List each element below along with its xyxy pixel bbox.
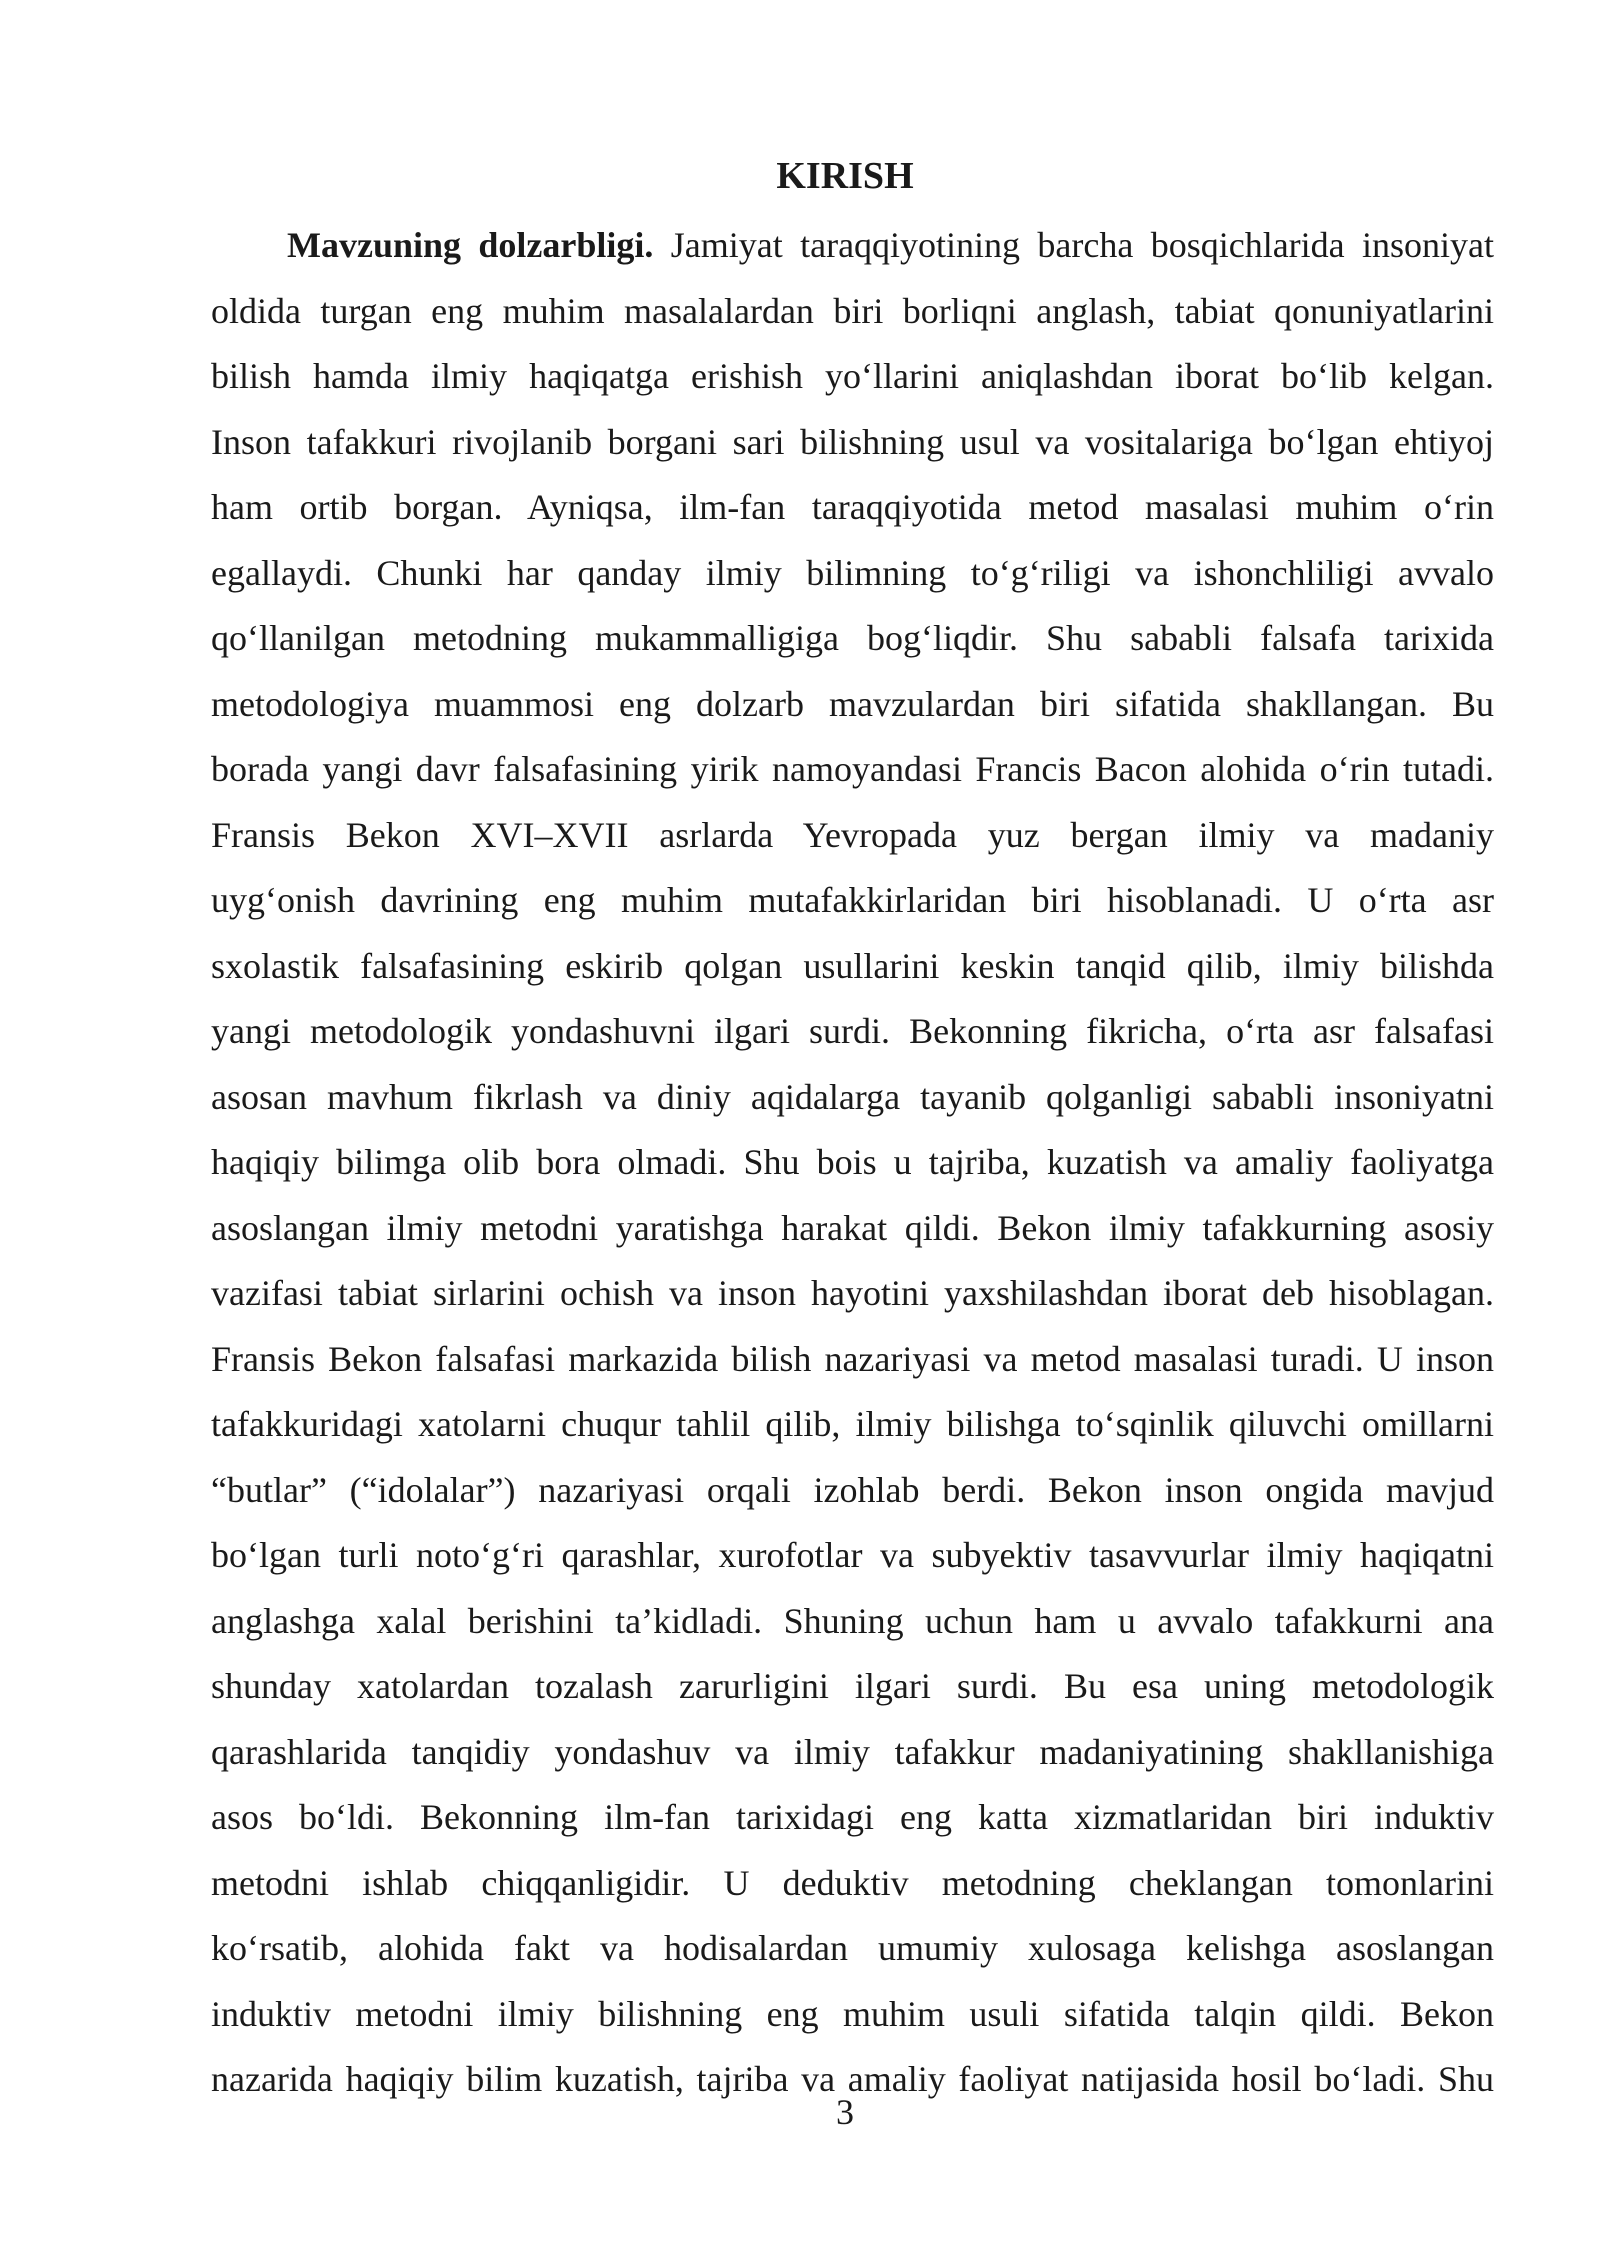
text-line: yangi metodologik yondashuvni ilgari surdi. Bekonning fikricha, o‘rta asr falsafasi [211,1011,1494,1051]
text-line: egallaydi. Chunki har qanday ilmiy bilimning to‘g‘riligi va ishonchliligi avvalo [211,552,1494,593]
text-line: vazifasi tabiat sirlarini ochish va inson hayotini yaxshilashdan iborat deb hisoblagan. [211,1273,1494,1313]
text-line: bilish hamda ilmiy haqiqatga erishish yo‘llarini aniqlashdan iborat bo‘lib kelgan. [211,356,1494,396]
text-line: Fransis Bekon XVI–XVII asrlarda Yevropada yuz bergan ilmiy va madaniy [211,814,1494,855]
text-line: ko‘rsatib, alohida fakt va hodisalardan umumiy xulosaga kelishga asoslangan [211,1928,1494,1968]
text-line: induktiv metodni ilmiy bilishning eng muhim usuli sifatida talqin qildi. Bekon [211,1993,1494,2034]
text-line: uyg‘onish davrining eng muhim mutafakkirlaridan biri hisoblanadi. U o‘rta asr [211,880,1494,920]
text-line: asoslangan ilmiy metodni yaratishga harakat qildi. Bekon ilmiy tafakkurning asosiy [211,1207,1494,1248]
text-line: Jamiyat taraqqiyotining barcha bosqichlarida insoniyat [653,225,1495,265]
text-line: metodni ishlab chiqqanligidir. U deduktiv metodning cheklangan tomonlarini [211,1862,1494,1903]
text-line: asos bo‘ldi. Bekonning ilm-fan tarixidagi eng katta xizmatlaridan biri induktiv [211,1797,1494,1837]
text-line: Inson tafakkuri rivojlanib borgani sari bilishning usul va vositalariga bo‘lgan ehtiyoj [211,421,1494,462]
page-heading: KIRISH [776,155,914,197]
lead-label: Mavzuning dolzarbligi. [287,225,654,265]
text-line: qarashlarida tanqidiy yondashuv va ilmiy tafakkur madaniyatining shakllanishiga [211,1731,1494,1772]
text-line: nazarida haqiqiy bilim kuzatish, tajriba va amaliy faoliyat natijasida hosil bo‘ladi. Shu [211,2059,1494,2099]
text-line: tafakkuridagi xatolarni chuqur tahlil qilib, ilmiy bilishga to‘sqinlik qiluvchi omillarni [211,1404,1494,1444]
text-line: anglashga xalal berishini ta’kidladi. Shuning uchun ham u avvalo tafakkurni ana [211,1600,1494,1641]
text-line: asosan mavhum fikrlash va diniy aqidalarga tayanib qolganligi sababli insoniyatni [211,1076,1494,1117]
text-line: ham ortib borgan. Ayniqsa, ilm-fan taraqqiyotida metod masalasi muhim o‘rin [211,487,1494,527]
text-line: Fransis Bekon falsafasi markazida bilish nazariyasi va metod masalasi turadi. U inson [211,1338,1494,1379]
text-line: borada yangi davr falsafasining yirik namoyandasi Francis Bacon alohida o‘rin tutadi. [211,749,1494,789]
text-line: “butlar” (“idolalar”) nazariyasi orqali izohlab berdi. Bekon inson ongida mavjud [211,1469,1494,1510]
text-line: bo‘lgan turli noto‘g‘ri qarashlar, xurofotlar va subyektiv tasavvurlar ilmiy haqiqatni [211,1535,1494,1575]
text-line: metodologiya muammosi eng dolzarb mavzulardan biri sifatida shakllangan. Bu [211,683,1494,724]
body-paragraph [211,213,1494,2113]
text-line: shunday xatolardan tozalash zarurligini ilgari surdi. Bu esa uning metodologik [211,1666,1494,1706]
text-line: oldida turgan eng muhim masalalardan biri borliqni anglash, tabiat qonuniyatlarini [211,290,1494,331]
page-number: 3 [836,2092,854,2132]
text-line: sxolastik falsafasining eskirib qolgan usullarini keskin tanqid qilib, ilmiy bilishda [211,945,1494,986]
paragraph-first-line [211,213,1494,279]
text-line: qo‘llanilgan metodning mukammalligiga bog‘liqdir. Shu sababli falsafa tarixida [211,618,1494,658]
text-line: haqiqiy bilimga olib bora olmadi. Shu bois u tajriba, kuzatish va amaliy faoliyatga [211,1142,1494,1182]
